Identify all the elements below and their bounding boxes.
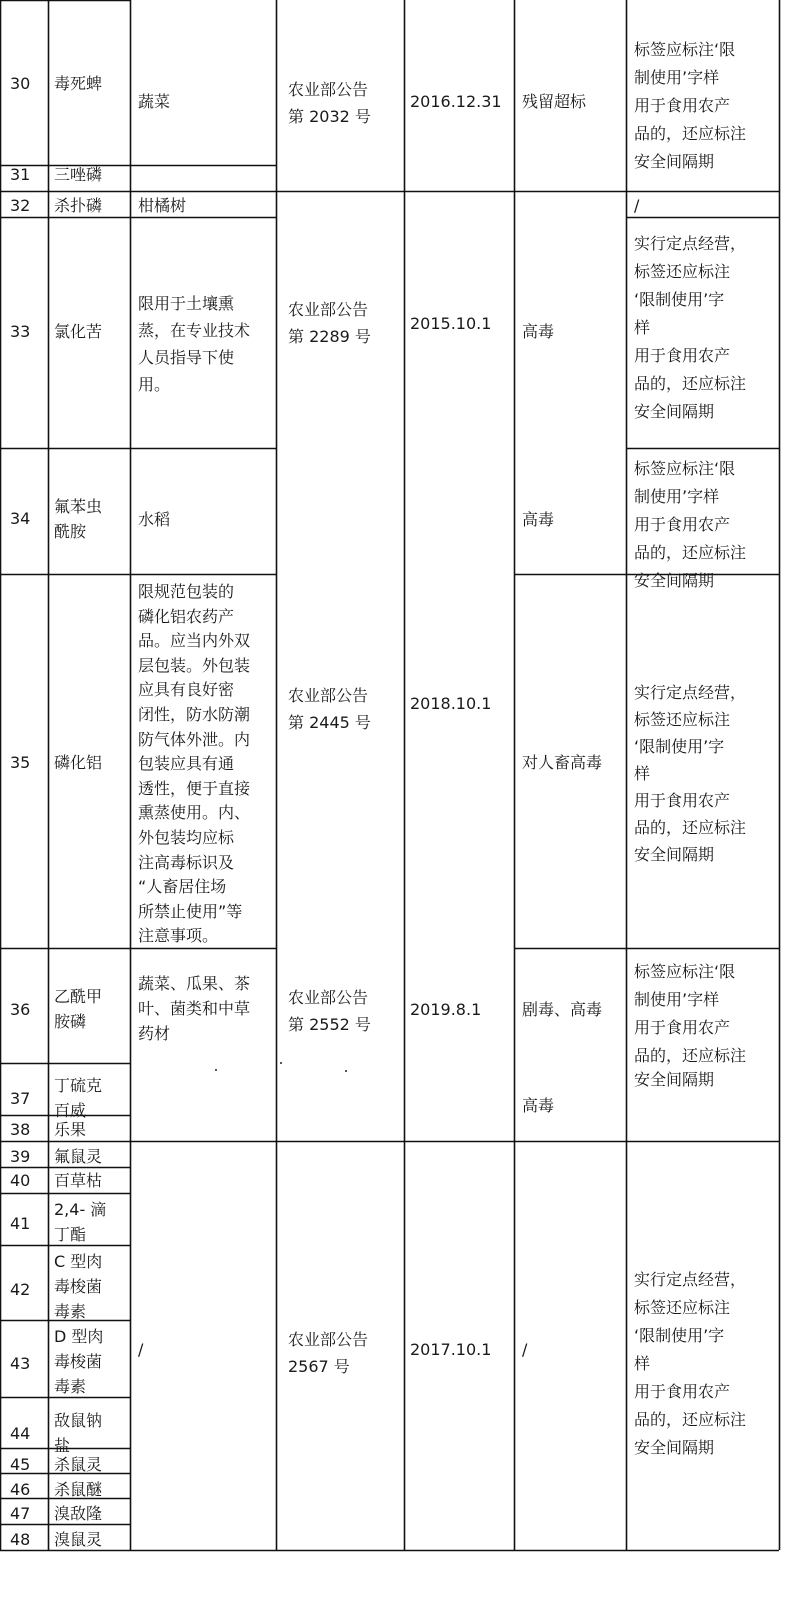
label-requirement: 标签还应标注: [634, 710, 731, 729]
pesticide-name: 三唑磷: [54, 165, 103, 184]
usage-scope: 闭性，防水防潮: [138, 705, 251, 724]
usage-scope: 蔬菜、瓜果、茶: [138, 974, 251, 993]
label-requirement: 制使用’字样: [634, 68, 720, 87]
label-requirement: 用于食用农产: [634, 96, 731, 115]
usage-scope: 应具有良好密: [138, 680, 235, 700]
label-requirement: 标签应标注‘限: [634, 40, 736, 59]
pesticide-name: 毒梭菌: [54, 1352, 103, 1371]
ban-date: 2015.10.1: [410, 314, 492, 333]
label-requirement: ‘限制使用’字: [634, 1326, 725, 1345]
pesticide-name: 百草枯: [54, 1171, 103, 1190]
pesticide-name: 酰胺: [54, 522, 87, 541]
usage-scope: 外包装均应标: [138, 828, 235, 847]
usage-scope: 品。应当内外双: [138, 631, 251, 651]
usage-scope: 层包装。外包装: [138, 655, 251, 675]
notice-number: 农业部公告: [288, 300, 369, 319]
label-requirement: 标签还应标注: [634, 1298, 731, 1317]
pesticide-name: 氟苯虫: [54, 497, 103, 516]
row-number: 35: [10, 753, 31, 772]
notice-number: 2567 号: [288, 1357, 350, 1376]
row-number: 38: [10, 1120, 31, 1139]
usage-scope: 叶、菌类和中草: [138, 999, 251, 1018]
pesticide-name: 溴敌隆: [54, 1504, 103, 1523]
pesticide-name: 毒梭菌: [54, 1277, 103, 1296]
usage-scope: 包装应具有通: [138, 754, 235, 774]
label-requirement: 标签应标注‘限: [634, 962, 736, 981]
usage-scope: 人员指导下使: [138, 348, 235, 367]
pesticide-name: 溴鼠灵: [54, 1530, 103, 1549]
scan-speck: [215, 1069, 217, 1071]
row-number: 47: [10, 1504, 31, 1523]
ban-date: 2019.8.1: [410, 1000, 482, 1019]
label-requirement: 制使用’字样: [634, 487, 720, 506]
label-requirement: 实行定点经营，: [634, 683, 747, 702]
restriction-reason: 高毒: [522, 1096, 555, 1115]
pesticide-name: 杀鼠醚: [54, 1480, 103, 1499]
notice-number: 第 2289 号: [288, 327, 371, 346]
pesticide-name: 盐: [54, 1436, 71, 1455]
pesticide-name: 乙酰甲: [54, 987, 103, 1006]
label-requirement: 安全间隔期: [634, 402, 715, 421]
label-requirement: 样: [634, 764, 651, 783]
row-number: 46: [10, 1480, 31, 1499]
label-requirement: 安全间隔期: [634, 1438, 715, 1457]
pesticide-name: 丁硫克: [54, 1076, 103, 1095]
label-requirement: 样: [634, 1354, 651, 1373]
label-requirement: 标签应标注‘限: [634, 459, 736, 478]
label-requirement: ‘限制使用’字: [634, 290, 725, 309]
pesticide-name: C 型肉: [54, 1252, 103, 1271]
usage-scope: 限用于土壤熏: [138, 294, 235, 313]
notice-number: 第 2445 号: [288, 713, 371, 732]
row-number: 48: [10, 1530, 31, 1549]
label-requirement: 品的，还应标注: [634, 543, 747, 562]
restriction-reason: /: [522, 1340, 528, 1359]
notice-number: 农业部公告: [288, 686, 369, 705]
label-requirement: 制使用’字样: [634, 990, 720, 1009]
usage-scope: 透性，便于直接: [138, 778, 251, 798]
row-number: 39: [10, 1147, 31, 1166]
label-requirement: 用于食用农产: [634, 515, 731, 534]
pesticide-name: 敌鼠钠: [54, 1411, 103, 1430]
restriction-reason: 高毒: [522, 322, 555, 341]
pesticide-name: 胺磷: [54, 1012, 87, 1031]
pesticide-name: 氯化苦: [54, 322, 103, 341]
label-requirement: 实行定点经营，: [634, 1270, 747, 1289]
scan-speck: [345, 1070, 347, 1072]
row-number: 42: [10, 1280, 31, 1299]
restriction-reason: 高毒: [522, 510, 555, 529]
row-number: 33: [10, 322, 31, 341]
ban-date: 2016.12.31: [410, 92, 502, 111]
label-requirement: 品的，还应标注: [634, 1410, 747, 1429]
label-requirement: 品的，还应标注: [634, 124, 747, 143]
restriction-reason: 剧毒、高毒: [522, 1000, 603, 1019]
pesticide-name: 杀扑磷: [54, 196, 103, 215]
restriction-reason: 残留超标: [522, 92, 587, 111]
row-number: 36: [10, 1000, 31, 1019]
row-number: 37: [10, 1089, 31, 1108]
label-requirement: 样: [634, 318, 651, 337]
notice-number: 第 2552 号: [288, 1015, 371, 1034]
usage-scope: 蔬菜: [138, 92, 171, 111]
row-number: 30: [10, 74, 31, 93]
pesticide-name: 毒素: [54, 1302, 87, 1321]
pesticide-name: 毒素: [54, 1377, 87, 1396]
notice-number: 农业部公告: [288, 988, 369, 1007]
label-requirement: /: [634, 196, 640, 215]
pesticide-name: 氟鼠灵: [54, 1147, 103, 1166]
row-number: 31: [10, 165, 31, 184]
pesticide-name: 磷化铝: [54, 753, 103, 772]
usage-scope: 用。: [138, 375, 171, 394]
restriction-reason: 对人畜高毒: [522, 753, 603, 772]
usage-scope: 熏蒸使用。内、: [138, 803, 251, 823]
label-requirement: 安全间隔期: [634, 152, 715, 171]
scan-speck: [280, 1062, 282, 1064]
label-requirement: ‘限制使用’字: [634, 737, 725, 756]
label-requirement: 实行定点经营，: [634, 234, 747, 253]
label-requirement: 品的，还应标注: [634, 1046, 747, 1065]
pesticide-name: 杀鼠灵: [54, 1455, 103, 1474]
usage-scope: 水稻: [138, 510, 171, 529]
usage-scope: 磷化铝农药产: [138, 606, 235, 626]
label-requirement: 安全间隔期: [634, 1070, 715, 1089]
label-requirement: 用于食用农产: [634, 1382, 731, 1401]
usage-scope: 蒸，在专业技术: [138, 321, 251, 340]
notice-number: 农业部公告: [288, 80, 369, 99]
usage-scope: /: [138, 1340, 144, 1359]
label-requirement: 安全间隔期: [634, 571, 715, 590]
usage-scope: 注高毒标识及: [138, 852, 235, 872]
usage-scope: 柑橘树: [138, 196, 187, 215]
label-requirement: 品的，还应标注: [634, 374, 747, 393]
pesticide-name: 丁酯: [54, 1225, 87, 1244]
label-requirement: 用于食用农产: [634, 1018, 731, 1037]
row-number: 43: [10, 1354, 31, 1373]
usage-scope: “人畜居住场: [138, 877, 227, 897]
label-requirement: 标签还应标注: [634, 262, 731, 281]
usage-scope: 注意事项。: [138, 926, 219, 946]
usage-scope: 限规范包装的: [138, 582, 235, 601]
label-requirement: 用于食用农产: [634, 791, 731, 810]
row-number: 41: [10, 1214, 31, 1233]
row-number: 45: [10, 1455, 31, 1474]
usage-scope: 防气体外泄。内: [138, 729, 251, 749]
label-requirement: 品的，还应标注: [634, 818, 747, 837]
label-requirement: 用于食用农产: [634, 346, 731, 365]
notice-number: 农业部公告: [288, 1330, 369, 1349]
ban-date: 2018.10.1: [410, 694, 492, 713]
row-number: 40: [10, 1171, 31, 1190]
notice-number: 第 2032 号: [288, 107, 371, 126]
row-number: 44: [10, 1424, 31, 1443]
ban-date: 2017.10.1: [410, 1340, 492, 1359]
usage-scope: 所禁止使用”等: [138, 901, 243, 921]
usage-scope: 药材: [138, 1024, 171, 1043]
pesticide-name: 2,4- 滴: [54, 1200, 107, 1219]
row-number: 34: [10, 509, 31, 528]
pesticide-name: 百威: [54, 1101, 87, 1120]
label-requirement: 安全间隔期: [634, 845, 715, 864]
pesticide-name: 乐果: [54, 1120, 87, 1139]
pesticide-name: D 型肉: [54, 1327, 104, 1346]
pesticide-name: 毒死蜱: [54, 74, 103, 93]
row-number: 32: [10, 196, 31, 215]
